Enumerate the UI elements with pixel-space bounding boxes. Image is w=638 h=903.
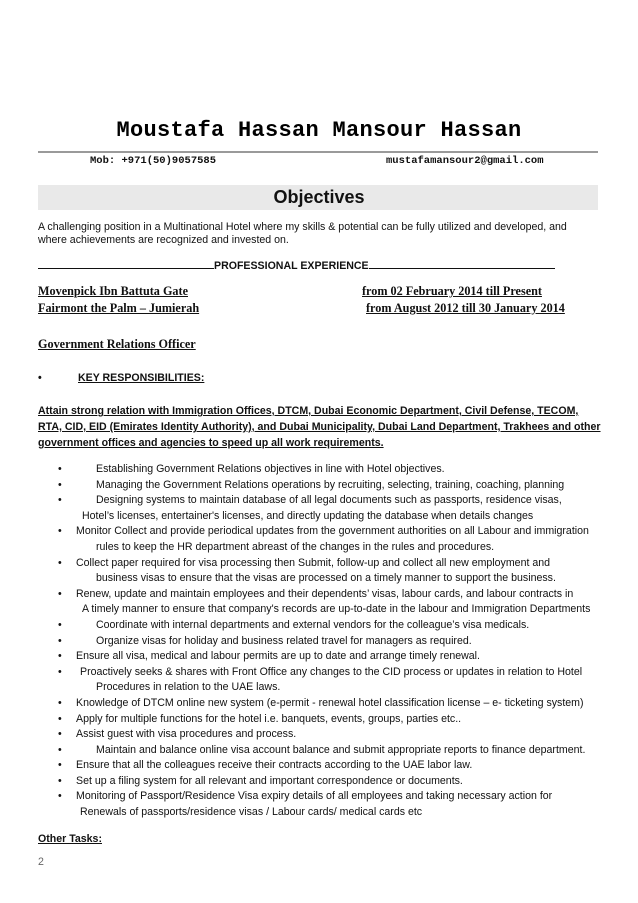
list-item-text: Monitoring of Passport/Residence Visa expiry details of all employees and taking necessary action for [76,790,553,803]
list-item-text: Set up a filing system for all relevant and important correspondence or documents. [76,774,463,787]
candidate-name: Moustafa Hassan Mansour Hassan [116,118,522,143]
list-item-text: Ensure that all the colleagues receive their contracts according to the UAE labor law. [76,759,473,772]
bullet-icon: • [58,665,62,678]
list-item [58,524,618,555]
bullet-icon: • [38,372,42,384]
objectives-heading: Objectives [273,187,365,207]
attain-relations-statement: Attain strong relation with Immigration Offices, DTCM, Dubai Economic Department, Civil Defense, TECOM, RTA, CID, EID (Emirates Identity Authority), and Dubai Municipality, Dubai Land Department, Trakhees and other government offices and agencies to speed up all work requirements. [38,405,601,449]
list-item-continuation: A timely manner to ensure that company's records are up-to-date in the labour and Immigration Departments [82,603,591,616]
job-hotel-1: Movenpick Ibn Battuta Gate [38,284,188,298]
list-item-text: Maintain and balance online visa account balance and submit appropriate reports to finance department. [96,743,586,756]
list-item [58,758,618,774]
list-item [58,587,618,618]
responsibilities-list [58,462,618,821]
bullet-icon: • [58,650,62,663]
list-item [58,649,618,665]
key-responsibilities-label: KEY RESPONSIBILITIES: [78,372,205,384]
list-item-continuation: Renewals of passports/residence visas / Labour cards/ medical cards etc [80,806,423,819]
list-item-text: Designing systems to maintain database of all legal documents such as passports, residence visas, [96,494,562,507]
mobile-number: Mob: +971(50)9057585 [90,155,217,167]
list-item [58,789,618,820]
list-item [58,665,618,696]
professional-experience-heading [38,258,598,272]
bullet-icon: • [58,634,62,647]
list-item-text: Ensure all visa, medical and labour permits are up to date and arrange timely renewal. [76,650,480,663]
header-divider [38,151,598,153]
email-address: mustafamansour2@gmail.com [386,155,544,167]
list-item [58,712,618,728]
bullet-icon: • [58,618,62,631]
list-item-text: Organize visas for holiday and business related travel for managers as required. [96,634,472,647]
job-hotel-2: Fairmont the Palm – Jumierah [38,301,200,315]
bullet-icon: • [58,587,62,600]
list-item-text: Proactively seeks & shares with Front Office any changes to the CID process or updates in relation to Hotel [80,665,583,678]
bullet-icon: • [58,494,62,507]
bullet-icon: • [58,478,62,491]
list-item-text: Establishing Government Relations objectives in line with Hotel objectives. [96,463,445,475]
list-item [58,618,618,634]
bullet-icon: • [58,728,62,741]
list-item-continuation: Hotel’s licenses, entertainer's licenses, and directly updating the database when details changes [82,509,534,522]
list-item [58,478,618,494]
key-responsibilities-heading [38,372,204,384]
job-dates-2: from August 2012 till 30 January 2014 [366,301,565,315]
heading-rule-left [38,258,214,269]
bullet-icon: • [58,790,62,803]
professional-experience-label: PROFESSIONAL EXPERIENCE [214,260,369,272]
list-item [58,774,618,790]
list-item [58,696,618,712]
list-item-text: Coordinate with internal departments and external vendors for the colleague’s visa medicals. [96,618,530,631]
list-item [58,493,618,524]
other-tasks-heading: Other Tasks: [38,833,102,845]
bullet-icon: • [58,743,62,756]
list-item-continuation: Procedures in relation to the UAE laws. [96,681,281,694]
list-item [58,743,618,759]
list-item-continuation: business visas to ensure that the visas are processed on a timely manner to support the business. [96,572,556,585]
bullet-icon: • [58,774,62,787]
list-item-continuation: rules to keep the HR department abreast of the changes in the rules and procedures. [96,540,495,553]
job-position: Government Relations Officer [38,337,196,351]
list-item-text: Monitor Collect and provide periodical updates from the government authorities on all Labour and immigration [76,525,589,538]
page-number: 2 [38,856,44,868]
list-item [58,462,618,478]
list-item [58,727,618,743]
bullet-icon: • [58,525,62,538]
list-item-text: Knowledge of DTCM online new system (e-permit - renewal hotel classification license – e- ticketing system) [76,696,584,709]
bullet-icon: • [58,556,62,569]
bullet-icon: • [58,463,62,475]
list-item-text: Apply for multiple functions for the hotel i.e. banquets, events, groups, parties etc.. [76,712,462,725]
bullet-icon: • [58,712,62,725]
objectives-text: A challenging position in a Multinational Hotel where my skills & potential can be fully utilized and developed, and where achievements are recognized and invested on. [38,221,567,246]
list-item-text: Assist guest with visa procedures and process. [76,728,297,741]
list-item [58,556,618,587]
bullet-icon: • [58,696,62,709]
list-item-text: Collect paper required for visa processing then Submit, follow-up and collect all new employment and [76,556,551,569]
bullet-icon: • [58,759,62,772]
list-item-text: Renew, update and maintain employees and their dependents’ visas, labour cards, and labour contracts in [76,587,574,600]
heading-rule-right [369,258,555,269]
list-item-text: Managing the Government Relations operations by recruiting, selecting, training, coaching, planning [96,478,565,491]
list-item [58,634,618,650]
job-dates-1: from 02 February 2014 till Present [362,284,542,298]
